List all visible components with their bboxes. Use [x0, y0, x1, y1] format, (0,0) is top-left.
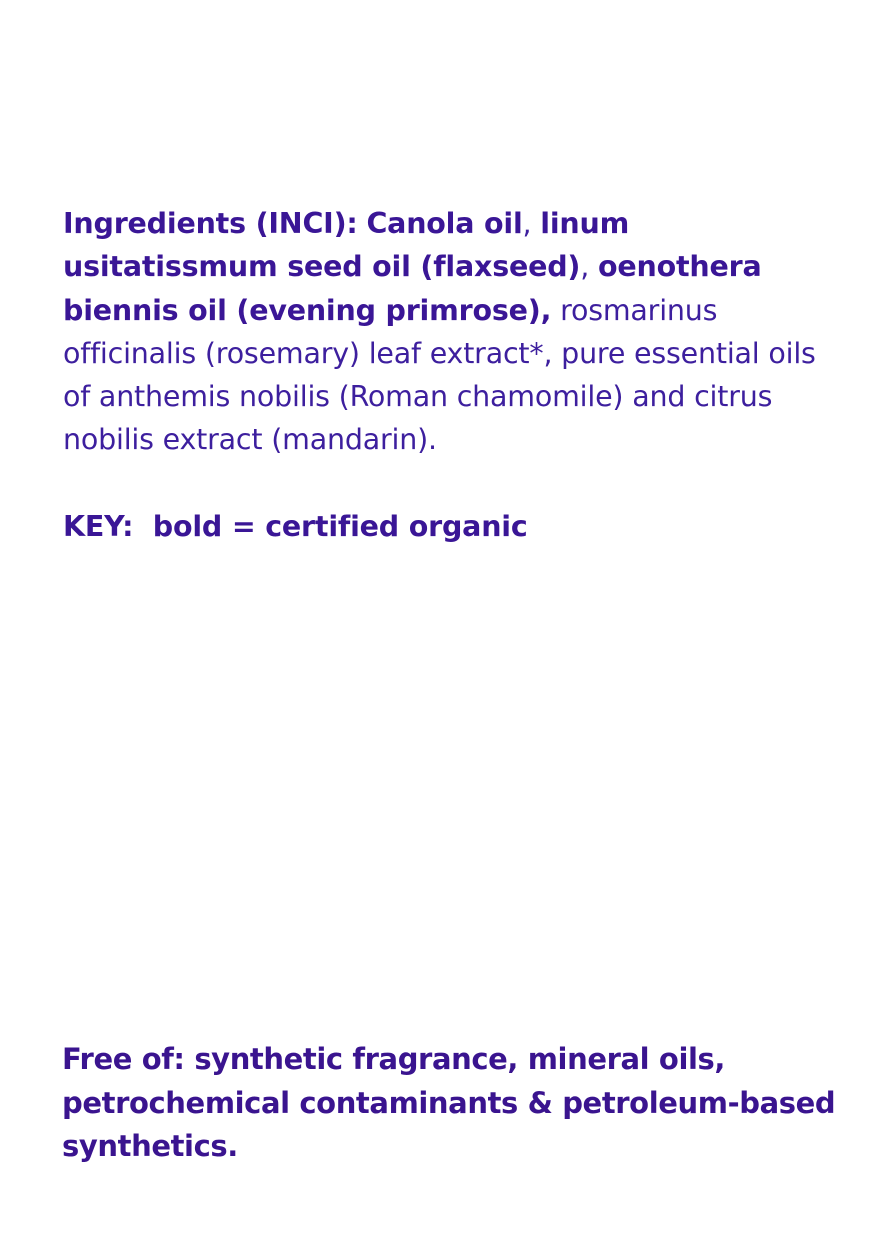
organic-key-legend: KEY: bold = certified organic — [63, 510, 528, 543]
ingredients-nonorganic-list: rosmarinus officinalis (rosemary) leaf extract*, pure essential oils of anthemis nobilis (Roman chamomile) and citrus nobilis extract (mandarin). — [63, 293, 816, 457]
ingredients-label: Ingredients (INCI): — [63, 207, 358, 240]
ingredient-separator: , — [522, 207, 541, 240]
ingredient-canola-oil: Canola oil — [366, 207, 523, 240]
ingredient-separator: , — [580, 250, 598, 284]
ingredient-flaxseed-oil: linum usitatissmum seed oil (flaxseed) — [63, 207, 630, 284]
ingredients-paragraph — [63, 202, 833, 462]
ingredient-evening-primrose-oil: oenothera biennis oil (evening primrose), — [63, 250, 762, 327]
free-of-statement: Free of: synthetic fragrance, mineral oils, petrochemical contaminants & petroleum-based synthetics. — [62, 1042, 836, 1163]
